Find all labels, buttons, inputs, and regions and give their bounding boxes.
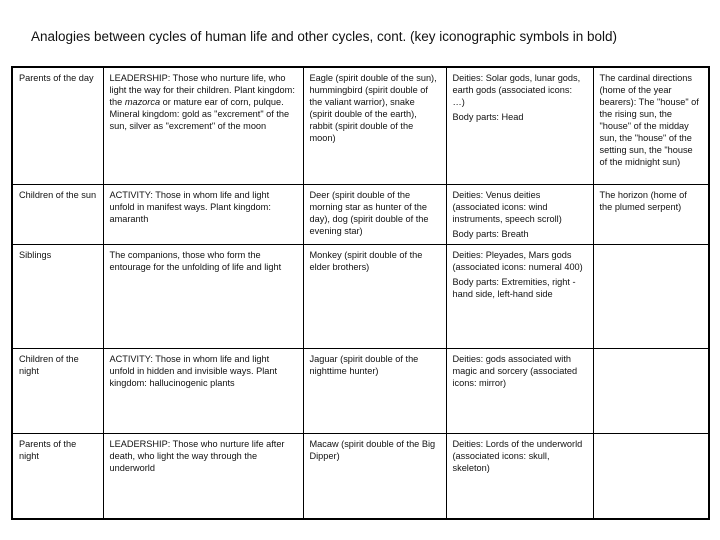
group-cell	[12, 348, 103, 433]
deities-text: Deities: Lords of the underworld (associated icons: skull, skeleton)	[452, 438, 583, 473]
body-parts-text: Body parts: Extremities, right -hand side, left-hand side	[452, 276, 576, 299]
animals-cell: Macaw (spirit double of the Big Dipper)	[303, 433, 446, 519]
table-row	[12, 244, 709, 348]
role-cell: LEADERSHIP: Those who nurture life, who light the way for their children. Plant kingdom: the mazorca or mature ear of corn, pulque. Mineral kingdom: gold as "excrement" of the sun, silver as "excrement" of the moon	[103, 67, 303, 184]
page-title: Analogies between cycles of human life and other cycles, cont. (key iconographic symbols in bold)	[31, 29, 618, 44]
animals-cell: Monkey (spirit double of the elder brothers)	[303, 244, 446, 348]
body-parts-text: Body parts: Head	[452, 112, 524, 122]
deities-text: Deities: Pleyades, Mars gods (associated icons: numeral 400)	[452, 249, 583, 272]
deities-cell	[446, 184, 593, 244]
place-cell	[593, 348, 709, 433]
place-cell: The horizon (home of the plumed serpent)	[593, 184, 709, 244]
role-cell: ACTIVITY: Those in whom life and light unfold in manifest ways. Plant kingdom: amaranth	[103, 184, 303, 244]
table-row	[12, 433, 709, 519]
animals-cell: Jaguar (spirit double of the nighttime hunter)	[303, 348, 446, 433]
group-cell	[12, 433, 103, 519]
deities-cell	[446, 244, 593, 348]
role-cell: ACTIVITY: Those in whom life and light unfold in hidden and invisible ways. Plant kingdom: hallucinogenic plants	[103, 348, 303, 433]
group-cell	[12, 67, 103, 184]
table-row	[12, 184, 709, 244]
group-label: Parents of the day	[19, 73, 94, 83]
deities-text: Deities: gods associated with magic and sorcery (associated icons: mirror)	[452, 353, 578, 388]
group-cell	[12, 244, 103, 348]
role-cell: The companions, those who form the entourage for the unfolding of life and light	[103, 244, 303, 348]
place-cell	[593, 244, 709, 348]
mazorca-term: mazorca	[124, 97, 161, 107]
deities-text: Deities: Venus deities (associated icons: wind instruments, speech scroll)	[452, 189, 562, 224]
role-cell: LEADERSHIP: Those who nurture life after death, who light the way through the underworld	[103, 433, 303, 519]
analogies-table	[11, 66, 710, 520]
place-cell: The cardinal directions (home of the year bearers): The "house" of the rising sun, the "house" of the midday sun, the "house" of the setting sun, the "house of the midnight sun)	[593, 67, 709, 184]
table-row	[12, 348, 709, 433]
group-label: Parents of the night	[19, 438, 77, 461]
group-label: Siblings	[19, 249, 52, 260]
deities-text: Deities: Solar gods, lunar gods, earth gods (associated icons: …)	[452, 73, 581, 107]
animals-cell: Deer (spirit double of the morning star as hunter of the day), dog (spirit double of the evening star)	[303, 184, 446, 244]
deities-cell	[446, 67, 593, 184]
group-cell	[12, 184, 103, 244]
deities-cell	[446, 348, 593, 433]
body-parts-text: Body parts: Breath	[452, 228, 529, 239]
deities-cell	[446, 433, 593, 519]
group-label: Children of the sun	[19, 189, 97, 200]
animals-cell: Eagle (spirit double of the sun), hummingbird (spirit double of the valiant warrior), snake (spirit double of the earth), rabbit (spirit double of the moon)	[303, 67, 446, 184]
table-row	[12, 67, 709, 184]
place-cell	[593, 433, 709, 519]
group-label: Children of the night	[19, 353, 79, 376]
